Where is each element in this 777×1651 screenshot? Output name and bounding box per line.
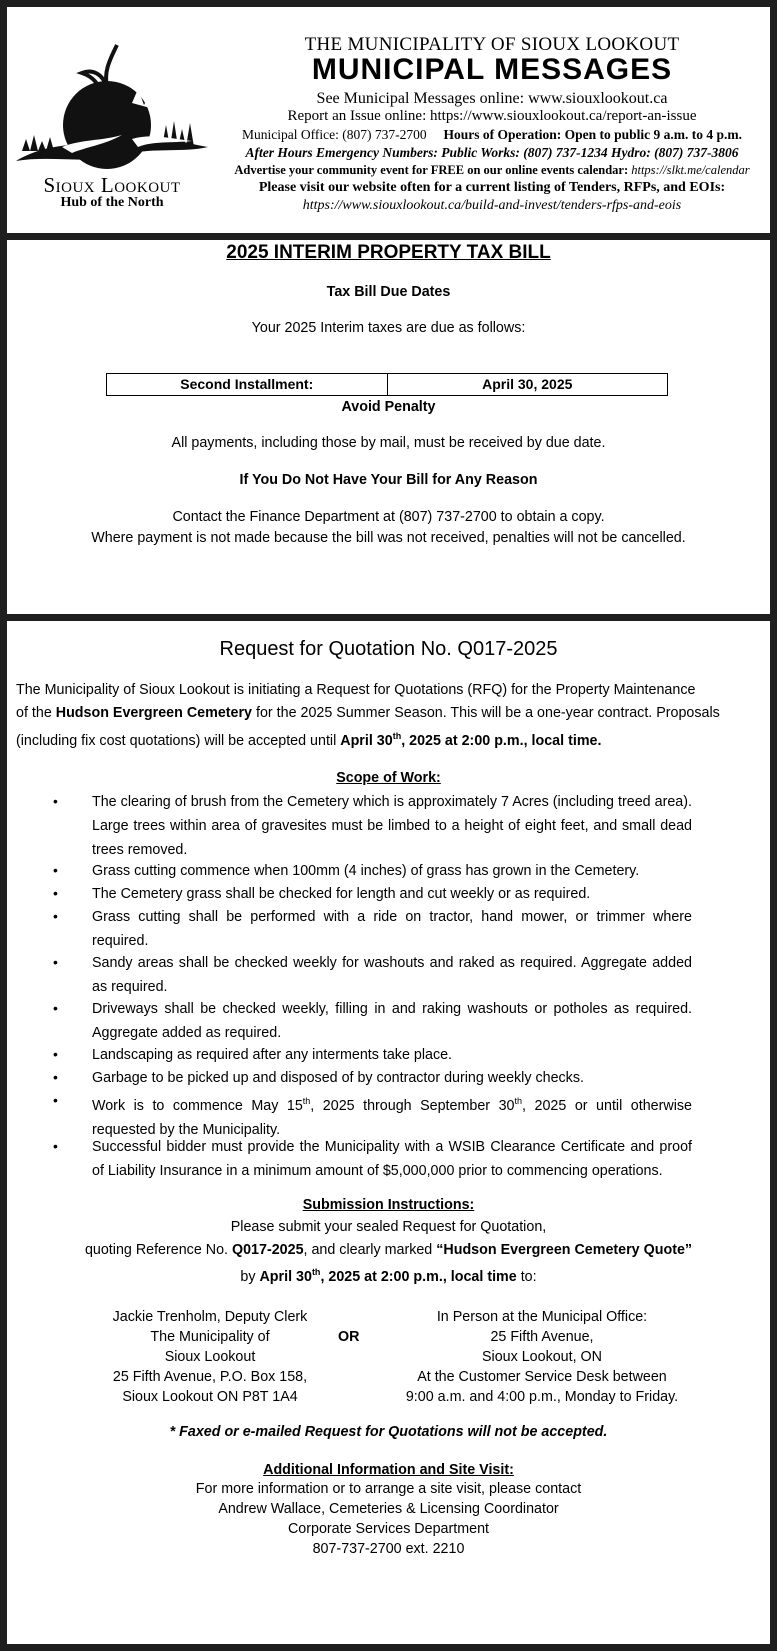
bullet-icon: • xyxy=(53,1000,58,1016)
bullet-icon: • xyxy=(53,954,58,970)
scope-item-driveways: Driveways shall be checked weekly, filling in and raking washouts or potholes as required. Aggregate added as required. xyxy=(92,1001,692,1041)
scope-item-garbage: Garbage to be picked up and disposed of by contractor during weekly checks. xyxy=(92,1070,584,1086)
submission-line-3: by April 30th, 2025 at 2:00 p.m., local time to: xyxy=(240,1267,537,1285)
advertise-text: Advertise your community event for FREE on our online events calendar: xyxy=(234,163,629,177)
mailing-address xyxy=(75,1307,345,1407)
installment-label: Second Installment: xyxy=(180,376,314,392)
cemetery-name: Hudson Evergreen Cemetery xyxy=(55,705,253,721)
bullet-icon: • xyxy=(53,1046,58,1062)
installment-table xyxy=(106,373,668,396)
emergency-numbers: After Hours Emergency Numbers: Public Works: (807) 737-1234 Hydro: (807) 737-3806 xyxy=(245,145,739,160)
due-dates-heading: Tax Bill Due Dates xyxy=(326,284,451,300)
address-line: The Municipality of xyxy=(150,1329,270,1345)
rfq-intro-line-1: The Municipality of Sioux Lookout is initiating a Request for Quotations (RFQ) for the Property Maintenance xyxy=(16,682,696,698)
intro-text: of the xyxy=(16,705,56,721)
scope-item-schedule: Work is to commence May 15th, 2025 through September 30th, 2025 or until otherwise requested by the Municipality. xyxy=(92,1096,692,1138)
penalty-cancel-text: Where payment is not made because the bill was not received, penalties will not be cancelled. xyxy=(91,530,686,546)
address-line: Sioux Lookout xyxy=(164,1349,256,1365)
intro-text: for the 2025 Summer Season. This will be a one-year contract. Proposals xyxy=(252,705,720,721)
online-link-text[interactable]: See Municipal Messages online: www.siouxlookout.ca xyxy=(316,90,668,107)
municipality-title: THE MUNICIPALITY OF SIOUX LOOKOUT xyxy=(304,34,680,55)
page-headline: MUNICIPAL MESSAGES xyxy=(311,53,673,86)
rfq-intro-line-3 xyxy=(16,725,601,753)
penalty-text: All payments, including those by mail, must be received by due date. xyxy=(171,435,606,451)
penalty-heading: Avoid Penalty xyxy=(341,399,436,415)
address-line: 25 Fifth Avenue, P.O. Box 158, xyxy=(112,1369,308,1385)
scope-item-insurance: Successful bidder must provide the Municipality with a WSIB Clearance Certificate and proof of Liability Insurance in a minimum amount of $5,000,000 prior to commencing operations. xyxy=(92,1139,692,1179)
additional-info-heading: Additional Information and Site Visit: xyxy=(263,1462,514,1478)
sunset-tree-icon xyxy=(12,43,212,173)
due-intro: Your 2025 Interim taxes are due as follows: xyxy=(251,320,526,336)
scope-item-landscaping: Landscaping as required after any interments take place. xyxy=(92,1047,453,1063)
intro-text: (including fix cost quotations) will be accepted until xyxy=(16,732,341,749)
submission-line-1: Please submit your sealed Request for Quotation, xyxy=(230,1219,547,1235)
logo-tagline: Hub of the North xyxy=(60,195,164,210)
hours-of-operation: Hours of Operation: Open to public 9 a.m. to 4 p.m. xyxy=(443,127,742,142)
in-person-address xyxy=(397,1307,687,1407)
bullet-icon: • xyxy=(53,1092,58,1108)
logo-wordmark: Sioux Lookout xyxy=(43,173,181,197)
deadline: April 30th, 2025 at 2:00 p.m., local time. xyxy=(340,731,602,749)
bullet-icon: • xyxy=(53,862,58,878)
scope-item-grass-commence: Grass cutting commence when 100mm (4 inches) of grass has grown in the Cemetery. xyxy=(92,863,640,879)
report-issue-text[interactable]: Report an Issue online: https://www.siouxlookout.ca/report-an-issue xyxy=(287,108,697,124)
address-line: 25 Fifth Avenue, xyxy=(490,1329,594,1345)
address-line: In Person at the Municipal Office: xyxy=(436,1309,648,1325)
masthead xyxy=(7,7,770,233)
bullet-icon: • xyxy=(53,885,58,901)
rfq-section xyxy=(7,621,770,1644)
department: Corporate Services Department xyxy=(287,1521,490,1537)
tax-bill-title: 2025 INTERIM PROPERTY TAX BILL xyxy=(226,242,551,263)
contact-name: Andrew Wallace, Cemeteries & Licensing Coordinator xyxy=(218,1501,559,1517)
address-line: Sioux Lookout, ON xyxy=(481,1349,602,1365)
office-phone: Municipal Office: (807) 737-2700 xyxy=(242,127,427,142)
section-divider xyxy=(0,233,777,240)
installment-date: April 30, 2025 xyxy=(387,374,668,395)
scope-item-sandy-areas: Sandy areas shall be checked weekly for washouts and raked as required. Aggregate added as required. xyxy=(92,955,692,995)
address-line: Jackie Trenholm, Deputy Clerk xyxy=(112,1309,308,1325)
office-hours-line xyxy=(207,127,777,143)
address-line: Sioux Lookout ON P8T 1A4 xyxy=(122,1389,298,1405)
rfq-intro-line-2 xyxy=(16,702,720,725)
contact-phone: 807-737-2700 ext. 2210 xyxy=(312,1541,465,1557)
section-divider xyxy=(0,614,777,621)
tenders-notice: Please visit our website often for a current listing of Tenders, RFPs, and EOIs: xyxy=(258,180,726,195)
calendar-link[interactable]: https://slkt.me/calendar xyxy=(631,163,750,177)
no-bill-heading: If You Do Not Have Your Bill for Any Reason xyxy=(239,472,538,488)
sioux-lookout-logo xyxy=(12,43,212,213)
tenders-link[interactable]: https://www.siouxlookout.ca/build-and-invest/tenders-rfps-and-eois xyxy=(302,198,682,213)
additional-info-line: For more information or to arrange a site visit, please contact xyxy=(195,1481,582,1497)
bullet-icon: • xyxy=(53,793,58,809)
tax-bill-section xyxy=(7,240,770,614)
or-separator: OR xyxy=(338,1329,360,1345)
scope-item-brush: The clearing of brush from the Cemetery which is approximately 7 Acres (including treed area). Large trees within area of gravesites must be limbed to a height of eight feet, and small dead trees removed. xyxy=(92,794,692,858)
contact-finance-text: Contact the Finance Department at (807) 737-2700 to obtain a copy. xyxy=(172,509,605,525)
bullet-icon: • xyxy=(53,1138,58,1154)
advertise-line xyxy=(207,163,777,178)
submission-heading: Submission Instructions: xyxy=(302,1197,475,1213)
scope-item-grass-check: The Cemetery grass shall be checked for length and cut weekly or as required. xyxy=(92,886,591,902)
submission-line-2: quoting Reference No. Q017-2025, and clearly marked “Hudson Evergreen Cemetery Quote” xyxy=(84,1242,693,1258)
address-line: At the Customer Service Desk between xyxy=(417,1369,667,1385)
fax-note: * Faxed or e-mailed Request for Quotations will not be accepted. xyxy=(169,1424,608,1440)
scope-item-grass-equipment: Grass cutting shall be performed with a ride on tractor, hand mower, or trimmer where required. xyxy=(92,909,692,949)
bullet-icon: • xyxy=(53,1069,58,1085)
rfq-title: Request for Quotation No. Q017-2025 xyxy=(219,638,558,660)
scope-heading: Scope of Work: xyxy=(336,770,441,786)
address-line: 9:00 a.m. and 4:00 p.m., Monday to Friday. xyxy=(405,1389,679,1405)
bullet-icon: • xyxy=(53,908,58,924)
